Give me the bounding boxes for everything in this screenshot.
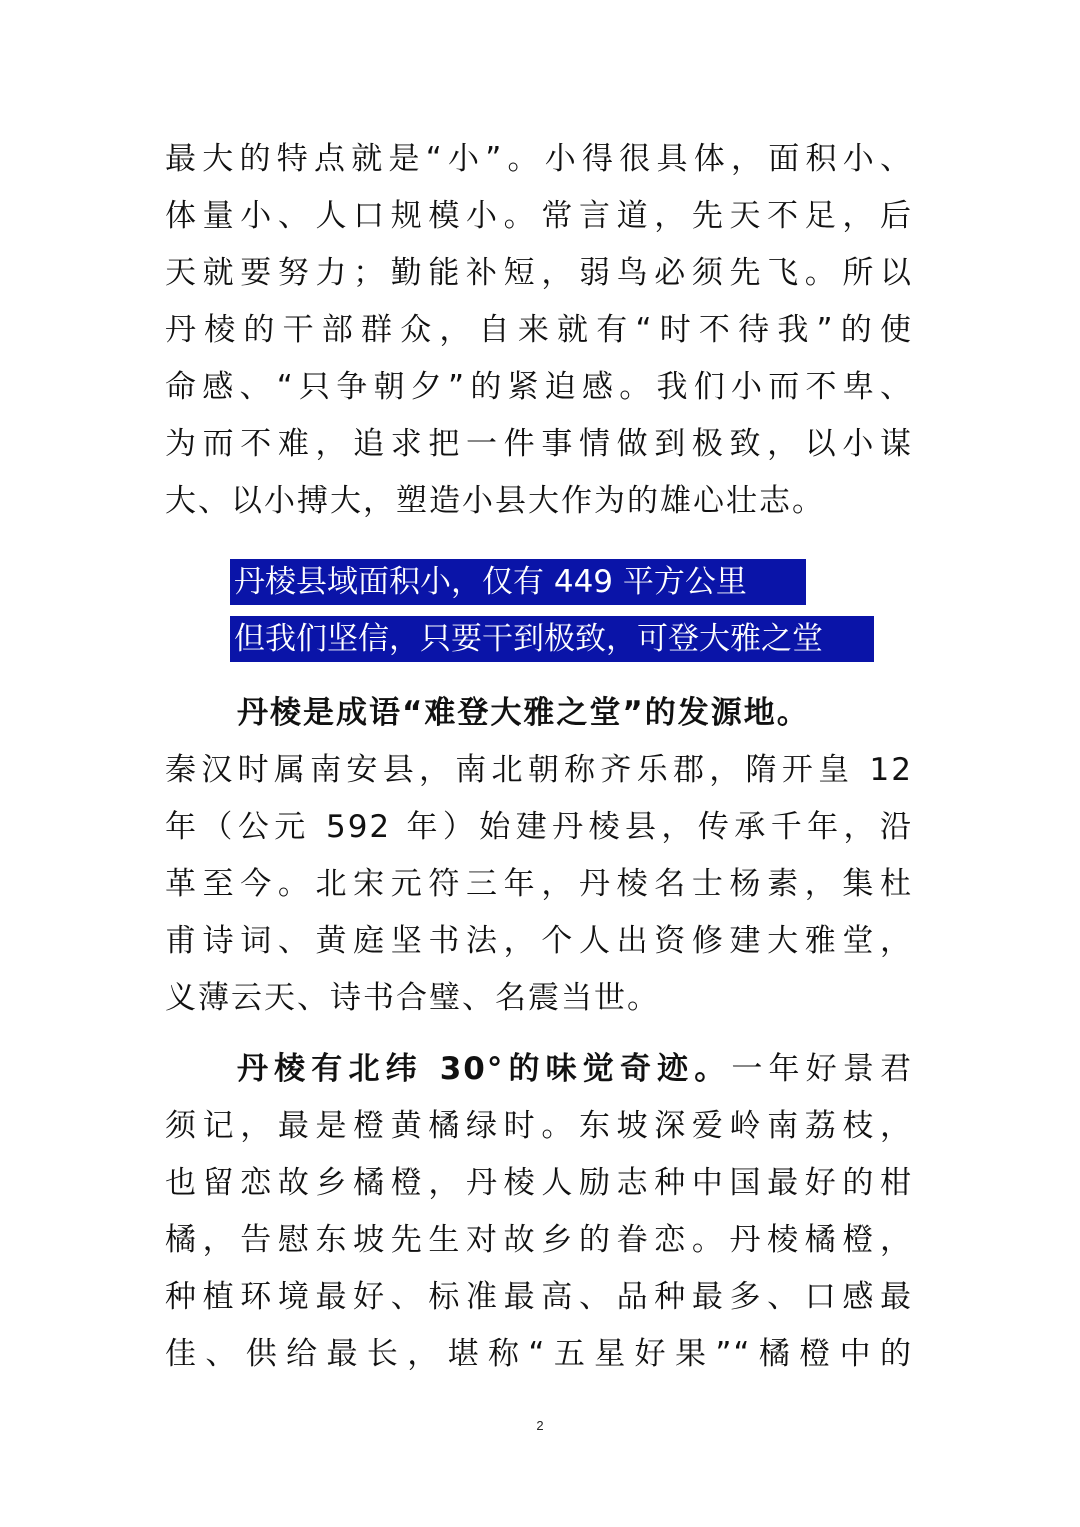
paragraph-origin: [165, 685, 913, 1027]
text-run: 一年好景君: [731, 1051, 913, 1087]
text-line: 丹棱的干部群众，自来就有“时不待我”的使: [165, 312, 913, 348]
text-line: 年（公元 592 年）始建丹棱县，传承千年，沿: [165, 809, 913, 845]
text-line: 命感、“只争朝夕”的紧迫感。我们小而不卑、: [165, 369, 913, 405]
paragraph-citrus: [165, 1041, 913, 1383]
text-line: 体量小、人口规模小。常言道，先天不足，后: [165, 198, 913, 234]
highlight-line: 丹棱县域面积小，仅有 449 平方公里: [230, 559, 806, 605]
text-line: 革至今。北宋元符三年，丹棱名士杨素，集杜: [165, 866, 913, 902]
paragraph-scale: [165, 131, 913, 530]
text-line: 佳、供给最长，堪称“五星好果”“橘橙中的: [165, 1336, 913, 1372]
highlight-line: 但我们坚信，只要干到极致，可登大雅之堂: [230, 616, 874, 662]
text-line: 天就要努力；勤能补短，弱鸟必须先飞。所以: [165, 255, 913, 291]
text-line: 也留恋故乡橘橙，丹棱人励志种中国最好的柑: [165, 1165, 913, 1201]
text-line: 甫诗词、黄庭坚书法，个人出资修建大雅堂，: [165, 923, 913, 959]
text-line: 须记，最是橙黄橘绿时。东坡深爱岭南荔枝，: [165, 1108, 913, 1144]
paragraph-heading-line: [165, 1041, 913, 1098]
text-line: 义薄云天、诗书合璧、名震当世。: [165, 980, 660, 1016]
text-line: 为而不难，追求把一件事情做到极致，以小谋: [165, 426, 913, 462]
text-line: 大、以小搏大，塑造小县大作为的雄心壮志。: [165, 483, 825, 519]
page-number: 2: [536, 1418, 544, 1433]
highlight-block: [230, 559, 874, 673]
text-line: 最大的特点就是“小”。小得很具体，面积小、: [165, 141, 913, 177]
text-line: 橘，告慰东坡先生对故乡的眷恋。丹棱橘橙，: [165, 1222, 913, 1258]
text-line: 秦汉时属南安县，南北朝称齐乐郡，隋开皇 12: [165, 752, 913, 788]
paragraph-heading: 丹棱是成语“难登大雅之堂”的发源地。: [237, 695, 810, 731]
text-line: 种植环境最好、标准最高、品种最多、口感最: [165, 1279, 913, 1315]
paragraph-heading: 丹棱有北纬 30°的味觉奇迹。: [237, 1051, 732, 1087]
